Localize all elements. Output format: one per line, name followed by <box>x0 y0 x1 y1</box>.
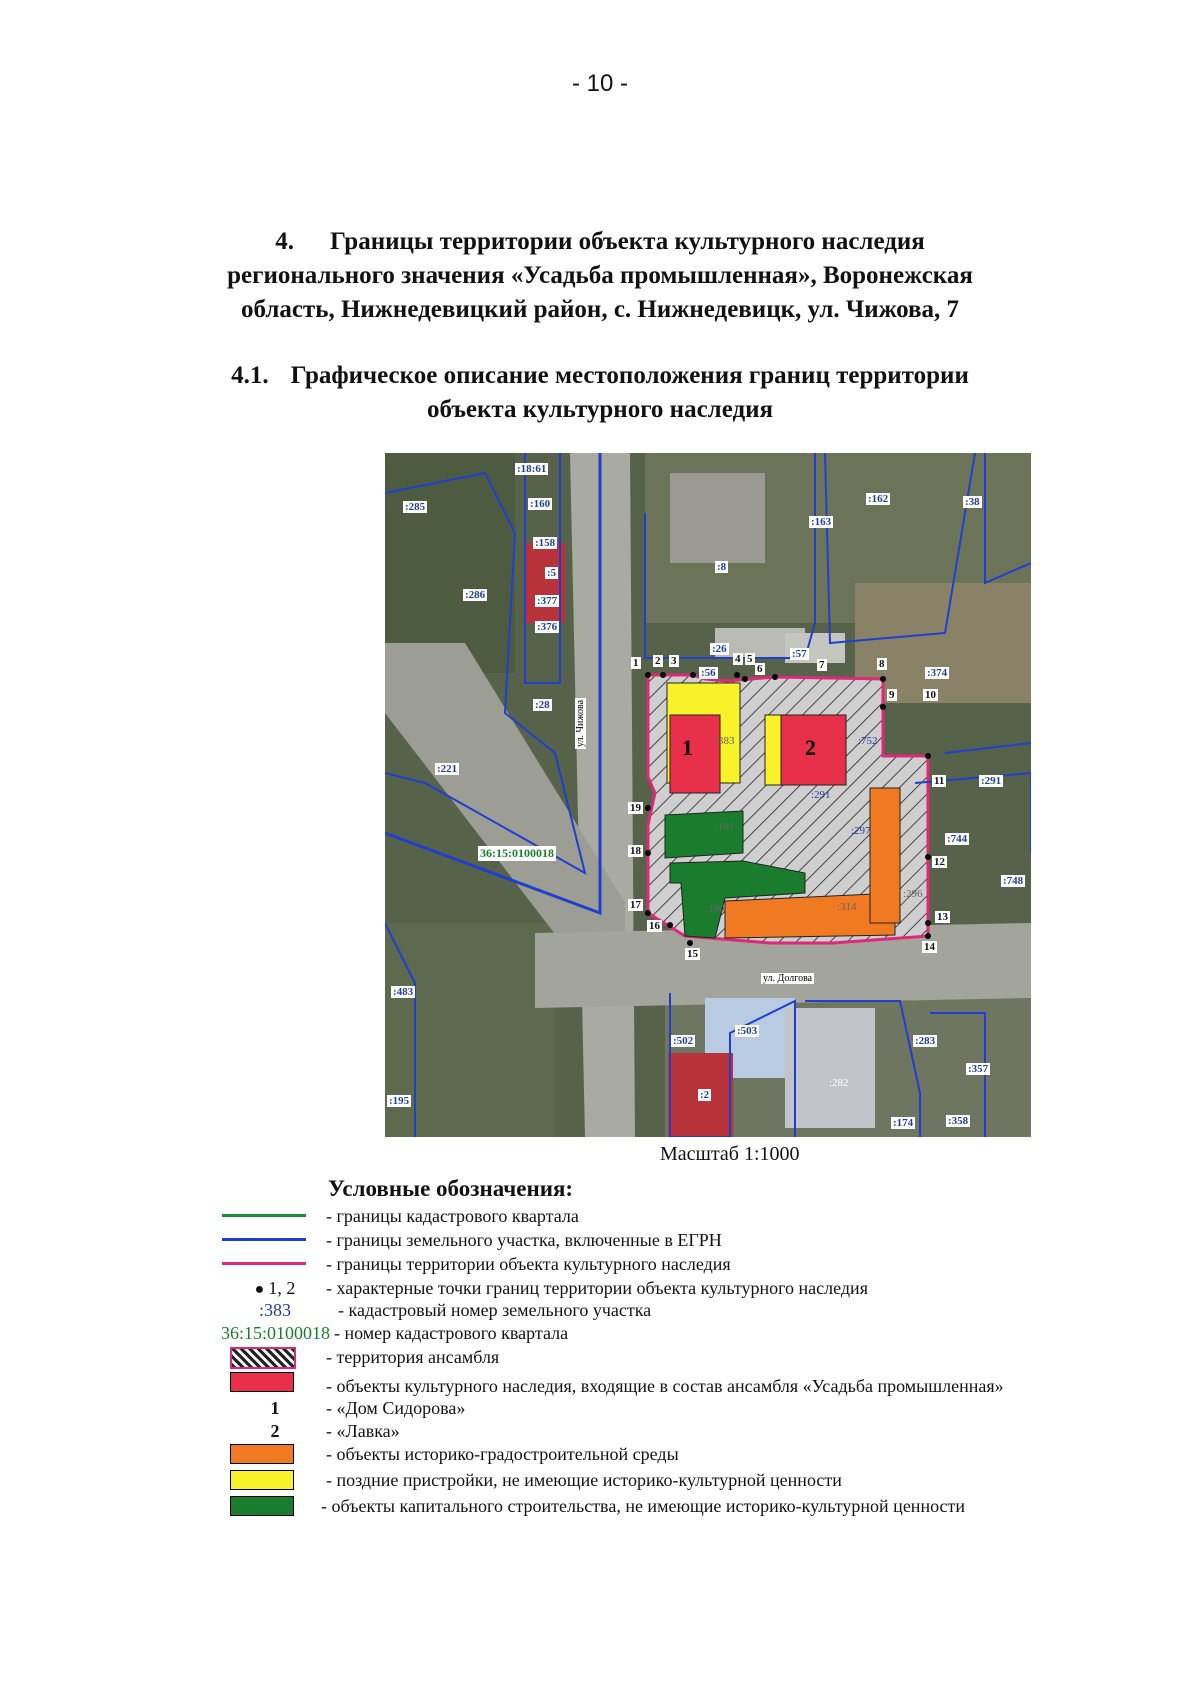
building <box>670 473 765 563</box>
legend-text: - «Дом Сидорова» <box>326 1398 466 1418</box>
legend-row <box>0 1496 1200 1518</box>
legend-title: Условные обозначения: <box>328 1176 574 1201</box>
object-number-2: 2 <box>805 735 816 760</box>
legend-text: - объекты капитального строительства, не имеющие историко-культурной ценности <box>321 1496 966 1516</box>
parcel-label: :383 <box>715 735 735 747</box>
parcel-label: :297 <box>851 825 871 837</box>
parcel-label: :160 <box>530 498 551 510</box>
legend-row <box>0 1347 1200 1369</box>
legend-symbol-points: 1, 2 <box>268 1278 296 1298</box>
parcel-label: :503 <box>737 1025 758 1037</box>
point-label: 18 <box>630 845 641 857</box>
subheading-text-1: Графическое описание местоположения границ территории <box>290 362 969 389</box>
capital-object <box>665 811 743 858</box>
parcel-label: :291 <box>981 775 1002 787</box>
parcel-label: :57 <box>792 648 807 660</box>
point-label: 14 <box>924 941 935 953</box>
legend-text: - объекты культурного наследия, входящие в состав ансамбля «Усадьба промышленная» <box>326 1376 1004 1396</box>
point-label: 12 <box>934 856 945 868</box>
street-label-chizhova: ул. Чижова <box>575 699 587 748</box>
legend-symbol <box>220 1470 330 1492</box>
historic-env <box>870 788 900 923</box>
parcel-label: :8 <box>717 561 727 573</box>
parcel-label: :283 <box>915 1035 936 1047</box>
point-label: 9 <box>889 689 895 701</box>
legend-text: - поздние пристройки, не имеющие историко-культурной ценности <box>326 1470 842 1490</box>
legend-symbol: ● 1, 2 <box>254 1278 296 1298</box>
legend-symbol: 1 <box>270 1398 280 1418</box>
legend-row <box>0 1372 1200 1394</box>
parcel-label: :38 <box>965 496 980 508</box>
parcel-label: :377 <box>537 595 558 607</box>
page-number: - 10 - <box>571 70 628 97</box>
parcel-label: :18:61 <box>517 463 547 475</box>
legend-text: - границы земельного участка, включенные в ЕГРН <box>326 1230 722 1250</box>
parcel-label: :744 <box>947 833 968 845</box>
heading-number: 4. <box>275 228 294 255</box>
parcel-label: :26 <box>712 643 727 655</box>
subheading-number: 4.1. <box>231 362 269 389</box>
parcel-label: :174 <box>893 1117 914 1129</box>
legend-text: - «Лавка» <box>326 1421 400 1441</box>
heading-text-1: Границы территории объекта культурного наследия <box>329 228 925 255</box>
point-label: 10 <box>925 689 936 701</box>
legend-symbol <box>220 1496 330 1518</box>
parcel-label: :101 <box>715 821 735 833</box>
point-label: 19 <box>630 802 641 814</box>
quarter-label: 36:15:0100018 <box>480 846 554 860</box>
legend-text: - характерные точки границ территории объекта культурного наследия <box>326 1278 868 1298</box>
legend-row <box>0 1300 1200 1322</box>
building <box>785 1008 875 1128</box>
parcel-label: :195 <box>389 1095 410 1107</box>
legend-row <box>0 1470 1200 1492</box>
parcel-label: :163 <box>811 516 832 528</box>
subheading-line-2: объекта культурного наследия <box>426 396 774 423</box>
legend-row <box>0 1398 1200 1420</box>
parcel-label: :748 <box>1003 875 1024 887</box>
legend-text: - объекты историко-градостроительной среды <box>326 1444 679 1464</box>
legend-text: - границы кадастрового квартала <box>326 1206 579 1226</box>
parcel-label: :374 <box>927 667 948 679</box>
parcel-label: :358 <box>948 1115 969 1127</box>
legend-row <box>0 1421 1200 1443</box>
legend-symbol <box>220 1230 330 1252</box>
legend-symbol: 2 <box>270 1421 280 1441</box>
legend-text: - границы территории объекта культурного наследия <box>326 1254 731 1274</box>
point-label: 5 <box>747 653 753 665</box>
map-figure <box>385 453 1031 1137</box>
point-label: 17 <box>630 899 641 911</box>
point-label: 7 <box>819 659 825 671</box>
parcel-label: :291 <box>811 789 831 801</box>
parcel-label: :28 <box>535 699 550 711</box>
legend-symbol <box>220 1206 330 1228</box>
parcel-label: :286 <box>465 589 486 601</box>
parcel-label: :282 <box>829 1077 849 1089</box>
point-label: 6 <box>757 663 763 675</box>
legend-row <box>0 1230 1200 1252</box>
parcel-label: :296 <box>903 888 923 900</box>
legend-symbol: :383 <box>258 1300 291 1320</box>
parcel-label: :5 <box>547 567 557 579</box>
heading-line-3: область, Нижнедевицкий район, с. Нижнедевицк, ул. Чижова, 7 <box>240 296 960 323</box>
point-label: 13 <box>937 911 948 923</box>
object-number-1: 1 <box>682 735 693 760</box>
terrain-block <box>385 453 515 673</box>
point-label: 15 <box>687 948 698 960</box>
legend-text: - номер кадастрового квартала <box>334 1323 569 1343</box>
parcel-label: :285 <box>405 501 426 513</box>
street-label-dolgova: ул. Долгова <box>763 973 813 984</box>
legend-symbol: 36:15:0100018 <box>220 1323 330 1343</box>
legend-symbol <box>220 1254 330 1276</box>
parcel-label: :752 <box>858 735 878 747</box>
parcel-label: :56 <box>701 667 716 679</box>
parcel-label: :376 <box>537 621 558 633</box>
heading-line-2: регионального значения «Усадьба промышленная», Воронежская <box>227 262 973 289</box>
map-scale: Масштаб 1:1000 <box>660 1143 800 1165</box>
legend-row <box>0 1444 1200 1466</box>
legend-row <box>0 1323 1200 1345</box>
heritage-object-1 <box>670 715 720 793</box>
subheading-line-1 <box>0 362 1200 390</box>
point-label: 11 <box>934 775 945 787</box>
point-label: 1 <box>633 657 639 669</box>
parcel-label: :221 <box>437 763 458 775</box>
point-label: 8 <box>879 658 885 670</box>
parcel-label: :502 <box>673 1035 694 1047</box>
legend-text: - кадастровый номер земельного участка <box>338 1300 652 1320</box>
point-label: 4 <box>735 653 741 665</box>
point-label: 2 <box>655 655 661 667</box>
parcel-label: :190 <box>705 903 725 915</box>
parcel-label: :158 <box>535 537 556 549</box>
legend-row <box>0 1278 1200 1300</box>
parcel-label: :357 <box>968 1063 989 1075</box>
parcel-label: :2 <box>700 1089 710 1101</box>
parcel-label: :162 <box>868 493 889 505</box>
legend-text: - территория ансамбля <box>326 1347 500 1367</box>
legend-row <box>0 1206 1200 1228</box>
legend-symbol <box>220 1347 330 1369</box>
parcel-label: :314 <box>837 901 857 913</box>
heading-line-1 <box>0 228 1200 256</box>
legend-symbol <box>220 1372 330 1394</box>
parcel-label: :483 <box>393 986 414 998</box>
legend-symbol <box>220 1444 330 1466</box>
point-label: 3 <box>671 655 677 667</box>
legend-row <box>0 1254 1200 1276</box>
point-label: 16 <box>649 920 660 932</box>
